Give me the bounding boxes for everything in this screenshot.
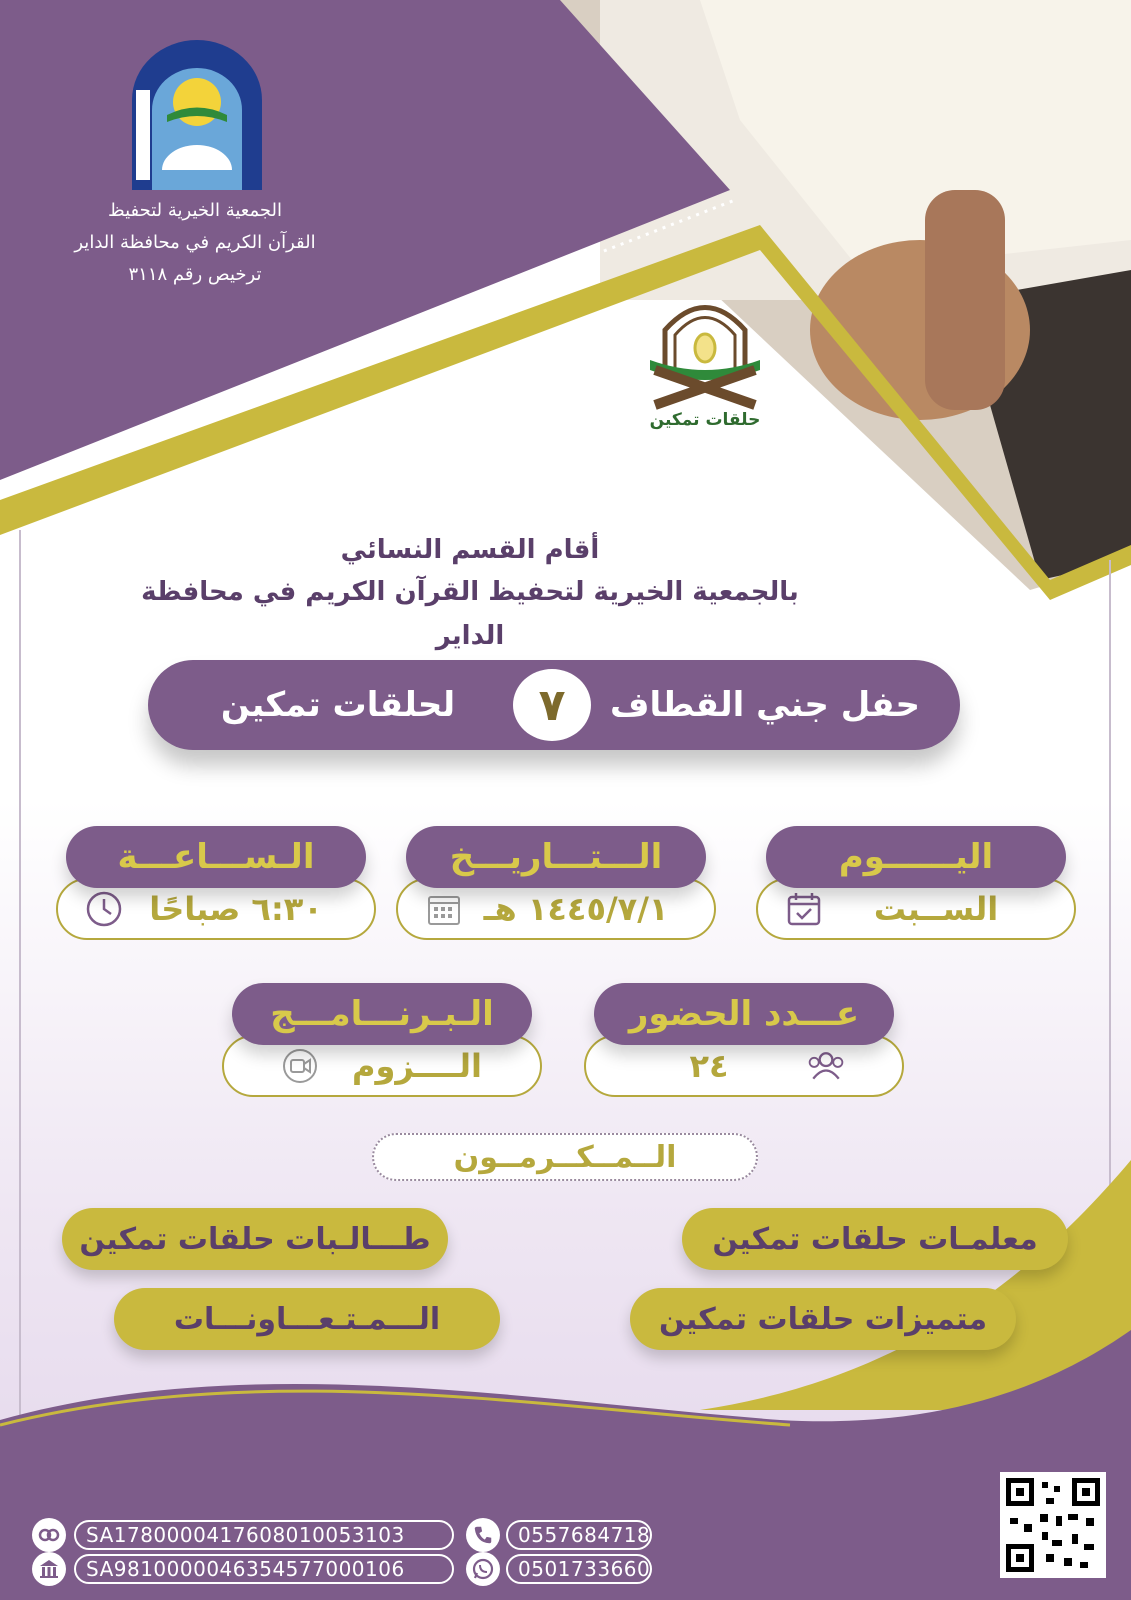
calendar-check-icon [784, 889, 824, 929]
honoree-students: طـــالـبات حلقات تمكين [62, 1208, 448, 1270]
bank-icon [32, 1518, 66, 1552]
detail-label-time: الـســـاعـــة [66, 826, 366, 888]
phone-number[interactable]: 0557684718 [506, 1520, 652, 1550]
org-name-line2: القرآن الكريم في محافظة الداير [74, 232, 316, 253]
intro-line2: بالجمعية الخيرية لتحفيظ القرآن الكريم في محافظة الداير [141, 577, 799, 651]
intro-line1: أقام القسم النسائي [340, 535, 600, 565]
program-logo-text: حلقات تمكين [649, 410, 761, 430]
title-left: لحلقات تمكين [220, 685, 456, 725]
detail-label-program: الـبـرنـــامـــج [232, 983, 532, 1045]
phone-icon [466, 1518, 500, 1552]
honoree-teachers: معلمـات حلقات تمكين [682, 1208, 1068, 1270]
intro [120, 530, 820, 658]
detail-day-value: الســبت [873, 890, 999, 928]
qr-code[interactable] [1000, 1472, 1106, 1578]
whatsapp-icon [466, 1552, 500, 1586]
detail-label-date: الـــتـــاريـــخ [406, 826, 706, 888]
org-license: ترخيص رقم ٣١١٨ [128, 264, 262, 285]
title-right: حفل جني القطاف [609, 685, 921, 725]
org-logo [122, 40, 272, 190]
org-name [60, 195, 330, 291]
honoree-volunteers: الـــمـتـعـــاونـــات [114, 1288, 500, 1350]
detail-date-value: ١٤٤٥/٧/١ هـ [483, 890, 669, 928]
detail-label-attendance: عـــدد الحضور [594, 983, 894, 1045]
whatsapp-number[interactable]: 0501733660 [506, 1554, 652, 1584]
users-icon [806, 1046, 846, 1086]
iban-2: SA9810000046354577000106 [74, 1554, 454, 1584]
honorees-title: الــمــكــرمــون [372, 1133, 758, 1181]
detail-attendance-value: ٢٤ [689, 1047, 729, 1085]
title-number: ٧ [513, 669, 591, 741]
org-name-line1: الجمعية الخيرية لتحفيظ [107, 200, 282, 221]
title-banner [148, 660, 960, 750]
detail-time-value: ٦:٣٠ صباحًا [149, 890, 323, 928]
calendar-grid-icon [424, 889, 464, 929]
detail-label-day: اليــــــوم [766, 826, 1066, 888]
clock-icon [84, 889, 124, 929]
video-icon [280, 1046, 320, 1086]
iban-1: SA1780000417608010053103 [74, 1520, 454, 1550]
program-logo [640, 290, 770, 440]
bank-building-icon [32, 1552, 66, 1586]
detail-program-value: الــــزوم [352, 1047, 482, 1085]
honoree-distinguished: متميزات حلقات تمكين [630, 1288, 1016, 1350]
